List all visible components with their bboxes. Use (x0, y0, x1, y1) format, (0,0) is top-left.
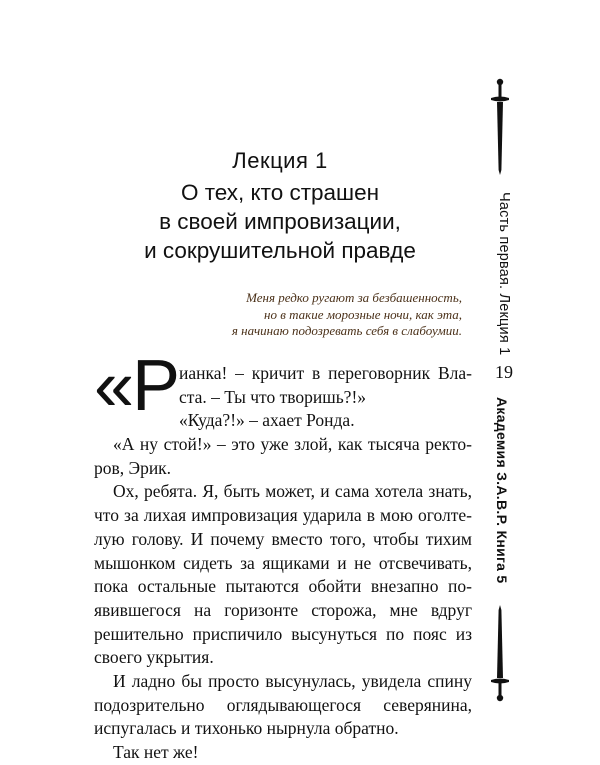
running-header: Часть первая. Лекция 1 (496, 192, 512, 356)
text-line: «А ну стой!» – это уже злой, как тысяча ректо- (113, 434, 472, 454)
text-line: подозрительно оглядывающегося северянина, (94, 694, 472, 715)
epigraph (232, 290, 462, 340)
text-line: пока остальные пытаются обойти внезапно по- (94, 576, 472, 597)
lecture-label: Лекция 1 (232, 148, 328, 173)
text-line: ианка! – кричит в переговорник Вла- (179, 363, 472, 383)
epigraph-line: но в такие морозные ночи, как эта, (264, 306, 462, 322)
text-line: что за лихая импровизация ударила в мою оголте- (94, 505, 472, 526)
text-line: «Куда?!» – ахает Ронда. (179, 410, 355, 431)
text-line: ров, Эрик. (94, 457, 172, 478)
dropcap-paragraph (179, 362, 472, 433)
chapter-title-line: О тех, кто страшен (180, 180, 380, 205)
drop-cap: «Р (94, 346, 179, 426)
body-text (94, 433, 472, 765)
chapter-title (130, 178, 430, 265)
book-title: Академия З.А.В.Р. Книга 5 (494, 397, 510, 584)
chapter-title-line: в своей импровизации, (159, 209, 401, 234)
text-line: своего укрытия. (94, 647, 214, 668)
text-line: И ладно бы просто высунулась, увидела спину (113, 671, 472, 692)
text-line: явившегося на горизонте сторожа, мне вдруг (94, 599, 472, 620)
epigraph-line: я начинаю подозревать себя в слабоумии. (231, 323, 462, 338)
dagger-ornament-icon (489, 604, 511, 702)
dagger-ornament-icon (489, 78, 511, 176)
epigraph-line: Меня редко ругают за безбашенность, (246, 290, 462, 305)
text-line: ста. – Ты что творишь?!» (179, 386, 367, 407)
text-line: решительно приспичило высунуться по пояс из (94, 623, 472, 644)
chapter-title-line: и сокрушительной правде (144, 238, 416, 263)
text-line: лую голову. И почему вместо того, чтобы тихим (94, 528, 472, 549)
text-line: испугалась и тихонько нырнула обратно. (94, 718, 399, 739)
text-line: мышонком сидеть за ящиками и не отсвечивать, (94, 552, 472, 573)
page-number: 19 (495, 362, 513, 382)
text-line: Ох, ребята. Я, быть может, и сама хотела знать, (113, 481, 472, 502)
text-line: Так нет же! (113, 742, 199, 763)
